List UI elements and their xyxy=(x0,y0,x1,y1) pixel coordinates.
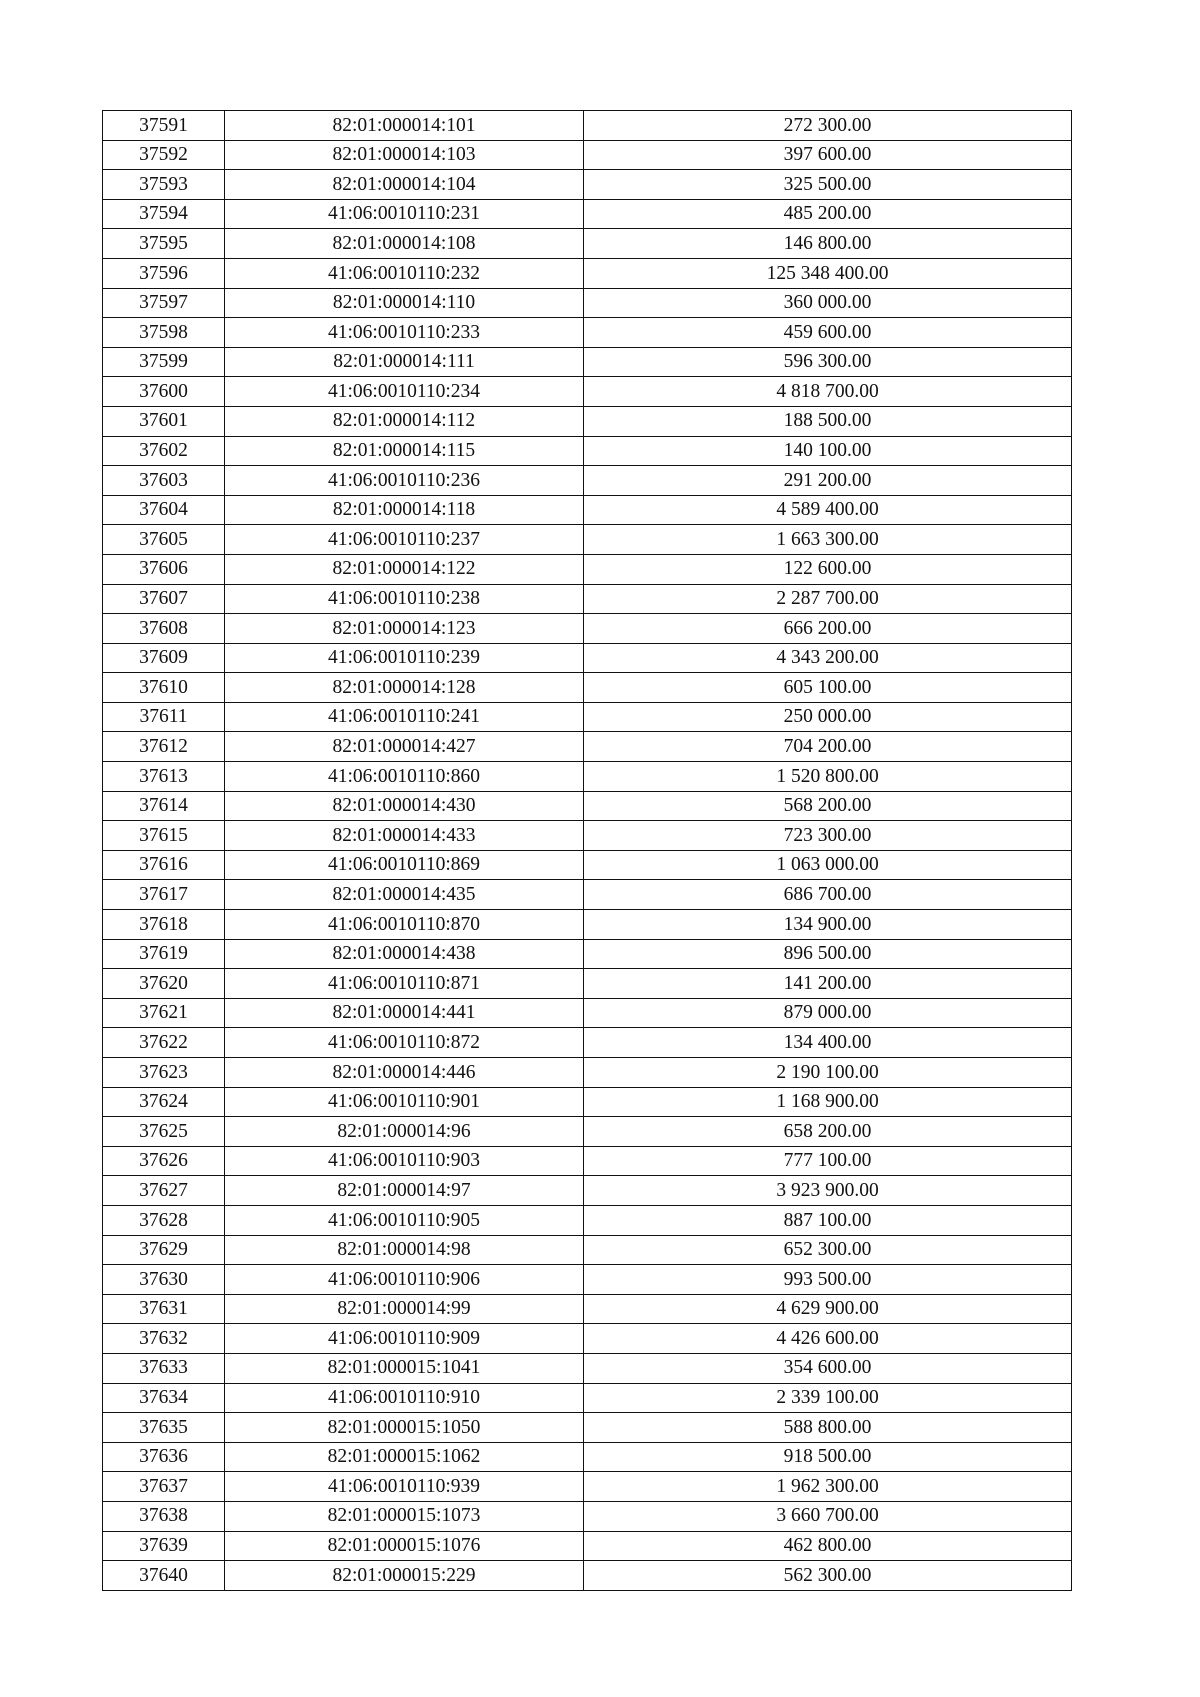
cadastral-number-cell: 82:01:000015:1073 xyxy=(225,1501,584,1531)
cadastral-number-cell: 41:06:0010110:909 xyxy=(225,1324,584,1354)
cadastral-value-cell: 568 200.00 xyxy=(584,791,1072,821)
cadastral-number-cell: 41:06:0010110:233 xyxy=(225,318,584,348)
table-row xyxy=(103,910,1072,940)
cadastral-number-cell: 41:06:0010110:869 xyxy=(225,850,584,880)
cadastral-number-cell: 82:01:000014:101 xyxy=(225,111,584,141)
cadastral-number-cell: 41:06:0010110:860 xyxy=(225,762,584,792)
row-number-cell: 37608 xyxy=(103,614,225,644)
row-number-cell: 37633 xyxy=(103,1353,225,1383)
table-row xyxy=(103,673,1072,703)
cadastral-value-cell: 2 287 700.00 xyxy=(584,584,1072,614)
table-row xyxy=(103,821,1072,851)
cadastral-number-cell: 41:06:0010110:232 xyxy=(225,258,584,288)
row-number-cell: 37638 xyxy=(103,1501,225,1531)
table-row xyxy=(103,1531,1072,1561)
row-number-cell: 37599 xyxy=(103,347,225,377)
row-number-cell: 37611 xyxy=(103,702,225,732)
table-row xyxy=(103,466,1072,496)
row-number-cell: 37596 xyxy=(103,258,225,288)
table-row xyxy=(103,1561,1072,1591)
table-row xyxy=(103,762,1072,792)
table-row xyxy=(103,258,1072,288)
cadastral-number-cell: 41:06:0010110:906 xyxy=(225,1265,584,1295)
cadastral-number-cell: 82:01:000014:115 xyxy=(225,436,584,466)
cadastral-value-cell: 1 063 000.00 xyxy=(584,850,1072,880)
cadastral-number-cell: 82:01:000014:438 xyxy=(225,939,584,969)
row-number-cell: 37600 xyxy=(103,377,225,407)
row-number-cell: 37606 xyxy=(103,554,225,584)
table-row xyxy=(103,1146,1072,1176)
table-row xyxy=(103,318,1072,348)
row-number-cell: 37595 xyxy=(103,229,225,259)
cadastral-value-cell: 918 500.00 xyxy=(584,1442,1072,1472)
cadastral-value-cell: 658 200.00 xyxy=(584,1117,1072,1147)
row-number-cell: 37626 xyxy=(103,1146,225,1176)
table-row xyxy=(103,406,1072,436)
cadastral-value-cell: 360 000.00 xyxy=(584,288,1072,318)
cadastral-value-cell: 134 900.00 xyxy=(584,910,1072,940)
cadastral-value-cell: 4 426 600.00 xyxy=(584,1324,1072,1354)
table-row xyxy=(103,1294,1072,1324)
row-number-cell: 37640 xyxy=(103,1561,225,1591)
cadastral-number-cell: 41:06:0010110:231 xyxy=(225,199,584,229)
cadastral-number-cell: 82:01:000014:99 xyxy=(225,1294,584,1324)
table-row xyxy=(103,791,1072,821)
row-number-cell: 37598 xyxy=(103,318,225,348)
cadastral-value-cell: 134 400.00 xyxy=(584,1028,1072,1058)
cadastral-number-cell: 41:06:0010110:871 xyxy=(225,969,584,999)
cadastral-value-cell: 354 600.00 xyxy=(584,1353,1072,1383)
table-row xyxy=(103,140,1072,170)
table-row xyxy=(103,939,1072,969)
cadastral-value-cell: 4 589 400.00 xyxy=(584,495,1072,525)
cadastral-number-cell: 82:01:000015:1076 xyxy=(225,1531,584,1561)
cadastral-number-cell: 82:01:000015:1062 xyxy=(225,1442,584,1472)
cadastral-number-cell: 41:06:0010110:237 xyxy=(225,525,584,555)
table-row xyxy=(103,525,1072,555)
table-row xyxy=(103,584,1072,614)
row-number-cell: 37631 xyxy=(103,1294,225,1324)
cadastral-value-cell: 272 300.00 xyxy=(584,111,1072,141)
table-row xyxy=(103,229,1072,259)
row-number-cell: 37627 xyxy=(103,1176,225,1206)
cadastral-number-cell: 82:01:000015:1050 xyxy=(225,1413,584,1443)
cadastral-number-cell: 82:01:000014:446 xyxy=(225,1058,584,1088)
cadastral-number-cell: 82:01:000014:111 xyxy=(225,347,584,377)
table-row xyxy=(103,1501,1072,1531)
cadastral-value-cell: 325 500.00 xyxy=(584,170,1072,200)
table-row xyxy=(103,1265,1072,1295)
cadastral-number-cell: 41:06:0010110:234 xyxy=(225,377,584,407)
cadastral-number-cell: 41:06:0010110:238 xyxy=(225,584,584,614)
cadastral-number-cell: 41:06:0010110:872 xyxy=(225,1028,584,1058)
row-number-cell: 37619 xyxy=(103,939,225,969)
table-row xyxy=(103,1058,1072,1088)
cadastral-value-cell: 777 100.00 xyxy=(584,1146,1072,1176)
row-number-cell: 37607 xyxy=(103,584,225,614)
cadastral-number-cell: 41:06:0010110:870 xyxy=(225,910,584,940)
cadastral-number-cell: 41:06:0010110:241 xyxy=(225,702,584,732)
cadastral-value-cell: 140 100.00 xyxy=(584,436,1072,466)
cadastral-value-cell: 122 600.00 xyxy=(584,554,1072,584)
table-row xyxy=(103,732,1072,762)
table-row xyxy=(103,998,1072,1028)
cadastral-value-cell: 1 168 900.00 xyxy=(584,1087,1072,1117)
row-number-cell: 37593 xyxy=(103,170,225,200)
row-number-cell: 37636 xyxy=(103,1442,225,1472)
table-row xyxy=(103,111,1072,141)
cadastral-number-cell: 82:01:000014:128 xyxy=(225,673,584,703)
row-number-cell: 37617 xyxy=(103,880,225,910)
table-row xyxy=(103,850,1072,880)
cadastral-value-cell: 146 800.00 xyxy=(584,229,1072,259)
row-number-cell: 37592 xyxy=(103,140,225,170)
cadastral-number-cell: 82:01:000015:1041 xyxy=(225,1353,584,1383)
cadastral-number-cell: 41:06:0010110:939 xyxy=(225,1472,584,1502)
table-row xyxy=(103,1176,1072,1206)
cadastral-value-cell: 397 600.00 xyxy=(584,140,1072,170)
cadastral-number-cell: 41:06:0010110:910 xyxy=(225,1383,584,1413)
cadastral-number-cell: 82:01:000014:103 xyxy=(225,140,584,170)
cadastral-value-cell: 3 923 900.00 xyxy=(584,1176,1072,1206)
cadastral-value-cell: 605 100.00 xyxy=(584,673,1072,703)
cadastral-number-cell: 82:01:000014:108 xyxy=(225,229,584,259)
cadastral-value-cell: 141 200.00 xyxy=(584,969,1072,999)
cadastral-value-cell: 686 700.00 xyxy=(584,880,1072,910)
cadastral-value-cell: 652 300.00 xyxy=(584,1235,1072,1265)
row-number-cell: 37613 xyxy=(103,762,225,792)
table-row xyxy=(103,1087,1072,1117)
row-number-cell: 37637 xyxy=(103,1472,225,1502)
table-row xyxy=(103,1442,1072,1472)
cadastral-value-cell: 3 660 700.00 xyxy=(584,1501,1072,1531)
cadastral-value-cell: 250 000.00 xyxy=(584,702,1072,732)
row-number-cell: 37625 xyxy=(103,1117,225,1147)
row-number-cell: 37635 xyxy=(103,1413,225,1443)
table-row xyxy=(103,347,1072,377)
cadastral-value-cell: 459 600.00 xyxy=(584,318,1072,348)
row-number-cell: 37609 xyxy=(103,643,225,673)
cadastral-number-cell: 41:06:0010110:236 xyxy=(225,466,584,496)
table-row xyxy=(103,1324,1072,1354)
row-number-cell: 37602 xyxy=(103,436,225,466)
cadastral-value-cell: 723 300.00 xyxy=(584,821,1072,851)
table-row xyxy=(103,288,1072,318)
table-row xyxy=(103,1383,1072,1413)
cadastral-value-cell: 4 343 200.00 xyxy=(584,643,1072,673)
row-number-cell: 37634 xyxy=(103,1383,225,1413)
cadastral-value-cell: 1 962 300.00 xyxy=(584,1472,1072,1502)
cadastral-number-cell: 82:01:000014:97 xyxy=(225,1176,584,1206)
row-number-cell: 37614 xyxy=(103,791,225,821)
cadastral-number-cell: 82:01:000014:441 xyxy=(225,998,584,1028)
table-row xyxy=(103,377,1072,407)
row-number-cell: 37591 xyxy=(103,111,225,141)
cadastral-value-cell: 291 200.00 xyxy=(584,466,1072,496)
row-number-cell: 37610 xyxy=(103,673,225,703)
table-row xyxy=(103,1235,1072,1265)
cadastral-number-cell: 41:06:0010110:905 xyxy=(225,1205,584,1235)
cadastral-value-cell: 1 663 300.00 xyxy=(584,525,1072,555)
cadastral-value-cell: 4 629 900.00 xyxy=(584,1294,1072,1324)
cadastral-value-cell: 896 500.00 xyxy=(584,939,1072,969)
cadastral-value-cell: 462 800.00 xyxy=(584,1531,1072,1561)
cadastral-number-cell: 41:06:0010110:903 xyxy=(225,1146,584,1176)
cadastral-value-cell: 2 190 100.00 xyxy=(584,1058,1072,1088)
row-number-cell: 37612 xyxy=(103,732,225,762)
row-number-cell: 37620 xyxy=(103,969,225,999)
cadastral-value-cell: 188 500.00 xyxy=(584,406,1072,436)
table-row xyxy=(103,436,1072,466)
table-row xyxy=(103,170,1072,200)
table-row xyxy=(103,1205,1072,1235)
table-row xyxy=(103,1472,1072,1502)
table-row xyxy=(103,969,1072,999)
cadastral-number-cell: 82:01:000014:98 xyxy=(225,1235,584,1265)
row-number-cell: 37603 xyxy=(103,466,225,496)
cadastral-value-cell: 704 200.00 xyxy=(584,732,1072,762)
cadastral-number-cell: 41:06:0010110:239 xyxy=(225,643,584,673)
table-row xyxy=(103,702,1072,732)
cadastral-number-cell: 82:01:000014:433 xyxy=(225,821,584,851)
row-number-cell: 37616 xyxy=(103,850,225,880)
table-row xyxy=(103,1117,1072,1147)
cadastral-value-cell: 879 000.00 xyxy=(584,998,1072,1028)
cadastral-value-cell: 4 818 700.00 xyxy=(584,377,1072,407)
row-number-cell: 37630 xyxy=(103,1265,225,1295)
table-row xyxy=(103,495,1072,525)
row-number-cell: 37601 xyxy=(103,406,225,436)
cadastral-number-cell: 82:01:000015:229 xyxy=(225,1561,584,1591)
table-row xyxy=(103,1028,1072,1058)
table-row xyxy=(103,643,1072,673)
row-number-cell: 37629 xyxy=(103,1235,225,1265)
table-row xyxy=(103,554,1072,584)
cadastral-value-cell: 596 300.00 xyxy=(584,347,1072,377)
row-number-cell: 37594 xyxy=(103,199,225,229)
cadastral-number-cell: 82:01:000014:104 xyxy=(225,170,584,200)
cadastral-value-cell: 562 300.00 xyxy=(584,1561,1072,1591)
row-number-cell: 37605 xyxy=(103,525,225,555)
cadastral-value-table xyxy=(102,110,1072,1591)
row-number-cell: 37632 xyxy=(103,1324,225,1354)
cadastral-number-cell: 82:01:000014:430 xyxy=(225,791,584,821)
cadastral-number-cell: 82:01:000014:123 xyxy=(225,614,584,644)
cadastral-value-cell: 993 500.00 xyxy=(584,1265,1072,1295)
cadastral-number-cell: 82:01:000014:122 xyxy=(225,554,584,584)
table-row xyxy=(103,880,1072,910)
table-row xyxy=(103,1353,1072,1383)
row-number-cell: 37628 xyxy=(103,1205,225,1235)
cadastral-value-cell: 887 100.00 xyxy=(584,1205,1072,1235)
cadastral-number-cell: 82:01:000014:118 xyxy=(225,495,584,525)
cadastral-value-cell: 666 200.00 xyxy=(584,614,1072,644)
cadastral-number-cell: 82:01:000014:435 xyxy=(225,880,584,910)
cadastral-number-cell: 82:01:000014:112 xyxy=(225,406,584,436)
row-number-cell: 37597 xyxy=(103,288,225,318)
cadastral-number-cell: 82:01:000014:427 xyxy=(225,732,584,762)
row-number-cell: 37618 xyxy=(103,910,225,940)
table-row xyxy=(103,614,1072,644)
cadastral-value-cell: 485 200.00 xyxy=(584,199,1072,229)
row-number-cell: 37624 xyxy=(103,1087,225,1117)
cadastral-value-cell: 2 339 100.00 xyxy=(584,1383,1072,1413)
cadastral-number-cell: 82:01:000014:96 xyxy=(225,1117,584,1147)
cadastral-number-cell: 41:06:0010110:901 xyxy=(225,1087,584,1117)
row-number-cell: 37622 xyxy=(103,1028,225,1058)
table-row xyxy=(103,1413,1072,1443)
cadastral-value-cell: 1 520 800.00 xyxy=(584,762,1072,792)
row-number-cell: 37604 xyxy=(103,495,225,525)
row-number-cell: 37615 xyxy=(103,821,225,851)
cadastral-value-cell: 125 348 400.00 xyxy=(584,258,1072,288)
table-body xyxy=(103,111,1072,1591)
cadastral-value-cell: 588 800.00 xyxy=(584,1413,1072,1443)
row-number-cell: 37623 xyxy=(103,1058,225,1088)
table-row xyxy=(103,199,1072,229)
row-number-cell: 37621 xyxy=(103,998,225,1028)
row-number-cell: 37639 xyxy=(103,1531,225,1561)
cadastral-number-cell: 82:01:000014:110 xyxy=(225,288,584,318)
